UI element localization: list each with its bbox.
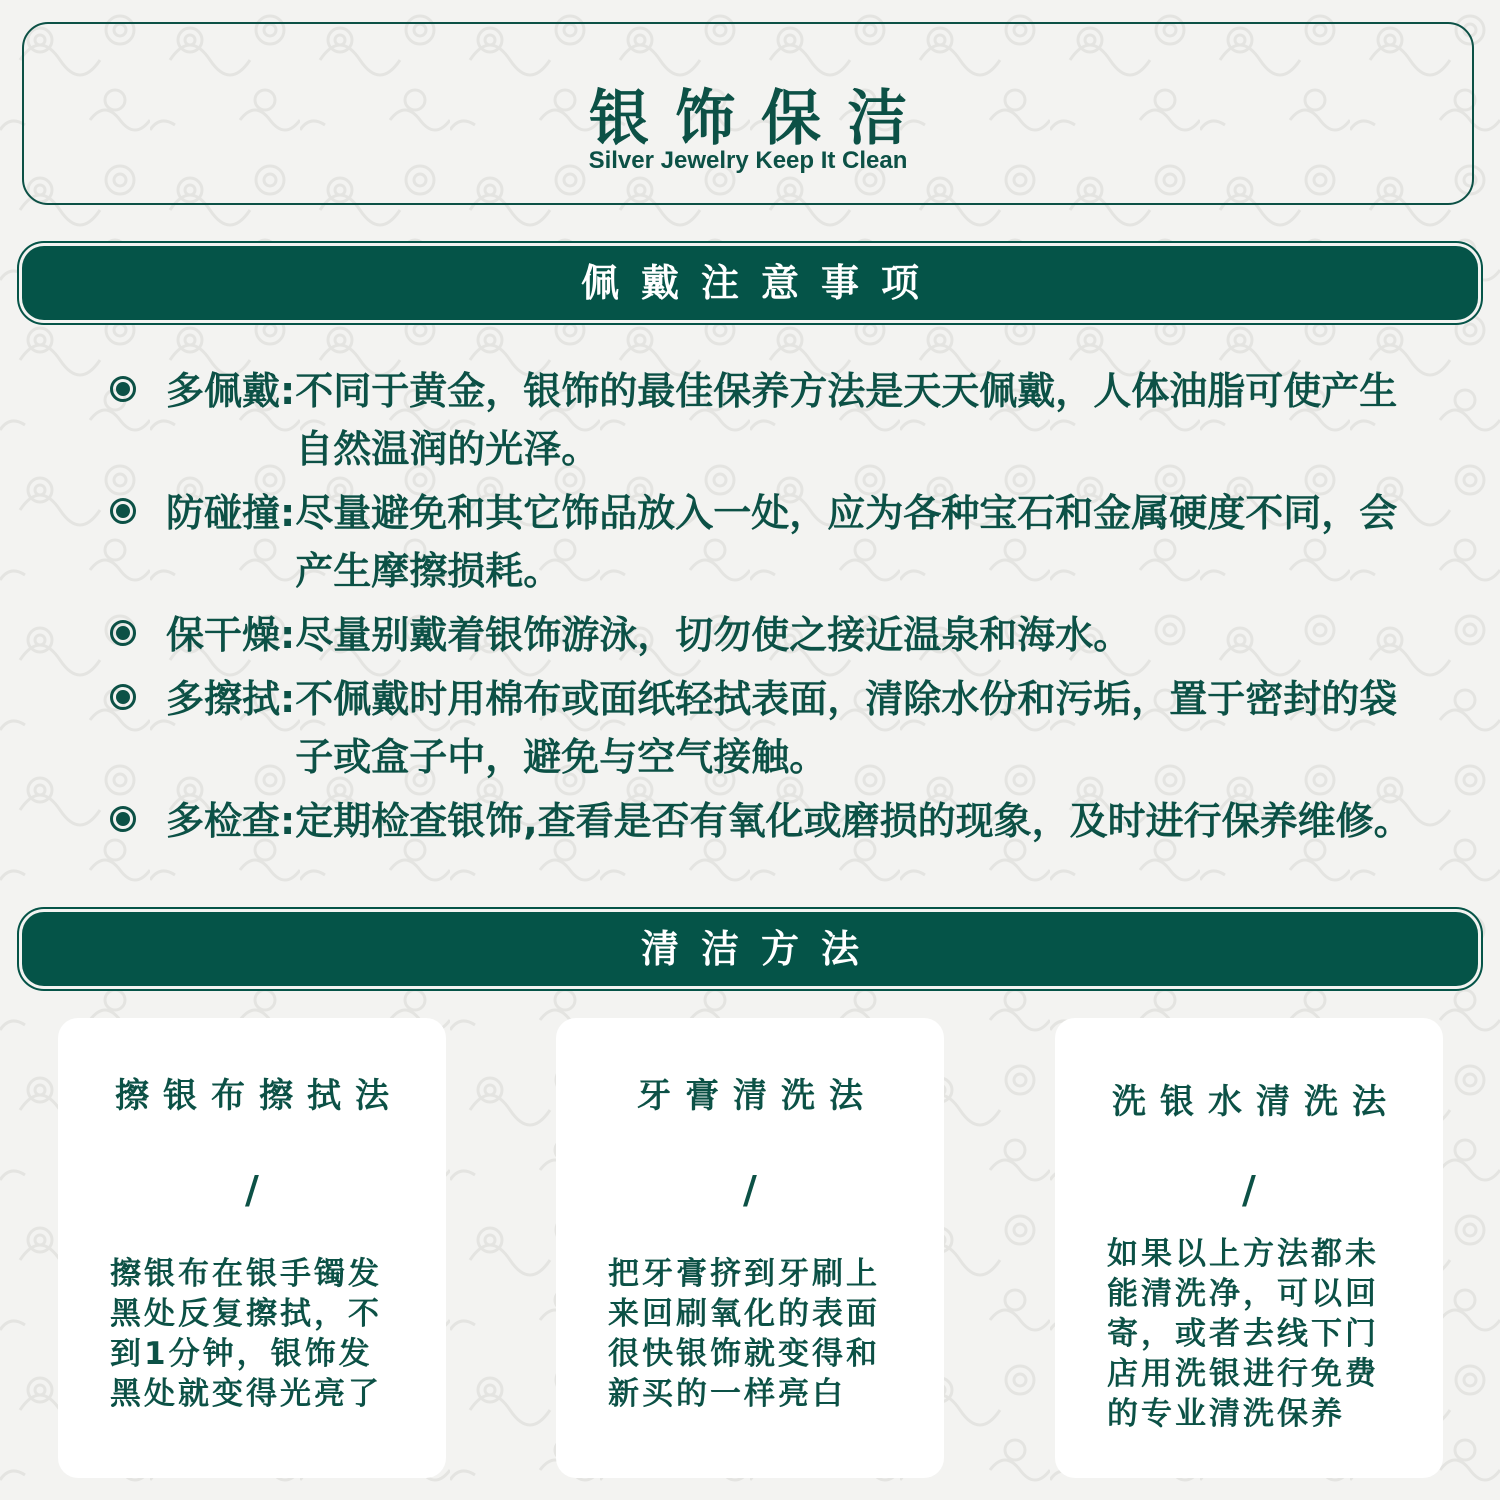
clean-method-card [58, 1018, 446, 1478]
card-title: 牙膏清洗法 [637, 1076, 877, 1116]
tip-text: 尽量别戴着银饰游泳，切勿使之接近温泉和海水。 [295, 613, 1132, 657]
tip-label: 多检查: [166, 799, 296, 843]
card-body: 把牙膏挤到牙刷上来回刷氧化的表面很快银饰就变得和新买的一样亮白 [608, 1256, 880, 1412]
tip-label: 保干燥: [166, 613, 296, 657]
card-title: 洗银水清洗法 [1112, 1082, 1400, 1122]
clean-method-card [1055, 1018, 1443, 1478]
tip-item [108, 362, 1428, 478]
tip-item [108, 670, 1428, 786]
wear-tips-list [108, 362, 1428, 856]
tip-item [108, 792, 1428, 850]
card-title: 擦银布擦拭法 [115, 1076, 403, 1116]
clean-method-card [556, 1018, 944, 1478]
page-title: 银饰保洁 [589, 84, 933, 154]
tip-item [108, 606, 1428, 664]
radio-bullet-icon [108, 792, 166, 850]
card-body: 擦银布在银手镯发黑处反复擦拭，不到1分钟，银饰发黑处就变得光亮了 [110, 1256, 382, 1412]
section-banner-clean: 清洁方法 [22, 912, 1478, 986]
section-banner-wear: 佩戴注意事项 [22, 246, 1478, 320]
card-divider: / [1242, 1168, 1256, 1212]
radio-bullet-icon [108, 362, 166, 420]
card-body: 如果以上方法都未能清洗净，可以回寄，或者去线下门店用洗银进行免费的专业清洗保养 [1107, 1236, 1379, 1432]
tip-text: 定期检查银饰,查看是否有氧化或磨损的现象，及时进行保养维修。 [295, 799, 1412, 843]
radio-bullet-icon [108, 606, 166, 664]
tip-text: 不佩戴时用棉布或面纸轻拭表面，清除水份和污垢，置于密封的袋子或盒子中，避免与空气接触。 [295, 677, 1398, 779]
tip-label: 防碰撞: [166, 491, 296, 535]
radio-bullet-icon [108, 670, 166, 728]
card-divider: / [743, 1168, 757, 1212]
tip-text: 不同于黄金，银饰的最佳保养方法是天天佩戴，人体油脂可使产生自然温润的光泽。 [295, 369, 1398, 471]
tip-item [108, 484, 1428, 600]
tip-label: 多擦拭: [166, 677, 296, 721]
tip-text: 尽量避免和其它饰品放入一处，应为各种宝石和金属硬度不同，会产生摩擦损耗。 [295, 491, 1398, 593]
card-divider: / [245, 1168, 259, 1212]
page-subtitle: Silver Jewelry Keep It Clean [588, 147, 908, 174]
radio-bullet-icon [108, 484, 166, 542]
tip-label: 多佩戴: [166, 369, 296, 413]
title-panel [22, 22, 1474, 205]
